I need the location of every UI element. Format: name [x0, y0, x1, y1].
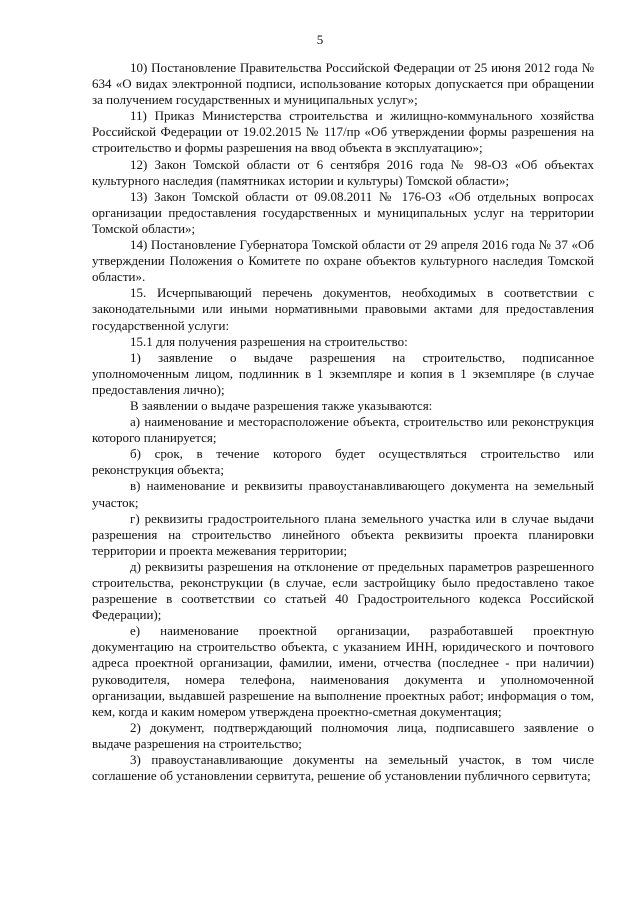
paragraph-doc-2: 2) документ, подтверждающий полномочия лица, подписавшего заявление о выдаче разрешения на строительство;: [92, 719, 594, 751]
paragraph-sub-g: г) реквизиты градостроительного плана земельного участка или в случае выдачи разрешения на строительство линейного объекта реквизиты проекта планировки территории и проекта межевания территории;: [92, 510, 594, 558]
paragraph-doc-1: 1) заявление о выдаче разрешения на строительство, подписанное уполномоченным лицом, подлинник в 1 экземпляре и копия в 1 экземпляре (в случае предоставления лично);: [92, 349, 594, 397]
paragraph-sub-v: в) наименование и реквизиты правоустанавливающего документа на земельный участок;: [92, 478, 594, 510]
paragraph-item-12: 12) Закон Томской области от 6 сентября 2016 года № 98-ОЗ «Об объектах культурного наследия (памятниках истории и культуры) Томской области»;: [92, 156, 594, 188]
paragraph-sub-d: д) реквизиты разрешения на отклонение от предельных параметров разрешенного строительства, реконструкции (в случае, если застройщику было предоставлено такое разрешение в соответствии со статьей 40 Градостроительного кодекса Российской Федерации);: [92, 558, 594, 623]
paragraph-section-15: 15. Исчерпывающий перечень документов, необходимых в соответствии с законодательными или иными нормативными правовыми актами для предоставления государственной услуги:: [92, 285, 594, 333]
paragraph-application-note: В заявлении о выдаче разрешения также указываются:: [130, 397, 433, 413]
page-number: 5: [316, 32, 324, 47]
paragraph-item-14: 14) Постановление Губернатора Томской области от 29 апреля 2016 года № 37 «Об утверждении Положения о Комитете по охране объектов культурного наследия Томской области».: [92, 237, 594, 285]
document-body: [92, 60, 594, 784]
paragraph-sub-e: е) наименование проектной организации, разработавшей проектную документацию на строительство объекта, с указанием ИНН, юридического и почтового адреса проектной организации, фамилии, имени, отчества (последнее - при наличии) руководителя, номера телефона, наименования документа и уполномоченной организации, выдавшей разрешение на выполнение проектных работ; информация о том, кем, когда и каким номером утверждена проектно-сметная документация;: [92, 623, 594, 719]
paragraph-item-10: 10) Постановление Правительства Российской Федерации от 25 июня 2012 года № 634 «О видах электронной подписи, использование которых допускается при обращении за получением государственных и муниципальных услуг»;: [92, 60, 594, 108]
paragraph-item-13: 13) Закон Томской области от 09.08.2011 № 176-ОЗ «Об отдельных вопросах организации предоставления государственных и муниципальных услуг на территории Томской области»;: [92, 188, 594, 236]
paragraph-sub-a: а) наименование и месторасположение объекта, строительство или реконструкция которого планируется;: [92, 414, 594, 446]
paragraph-sub-b: б) срок, в течение которого будет осуществляться строительство или реконструкция объекта;: [92, 446, 594, 478]
paragraph-item-11: 11) Приказ Министерства строительства и жилищно-коммунального хозяйства Российской Федерации от 19.02.2015 № 117/пр «Об утверждении формы разрешения на строительство и формы разрешения на ввод объекта в эксплуатацию»;: [92, 108, 594, 156]
paragraph-section-15-1: 15.1 для получения разрешения на строительство:: [130, 333, 408, 349]
paragraph-doc-3: 3) правоустанавливающие документы на земельный участок, в том числе соглашение об установлении сервитута, решение об установлении публичного сервитута;: [92, 752, 594, 784]
